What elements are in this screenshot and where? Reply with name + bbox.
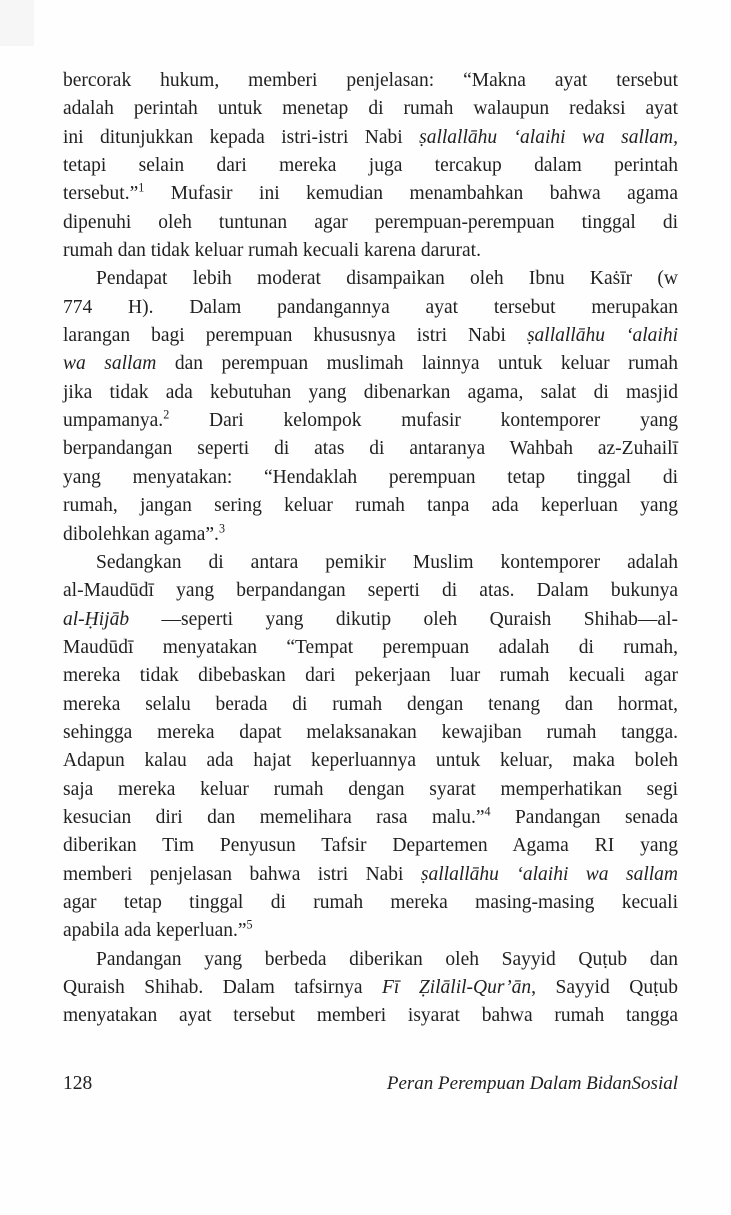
text-line xyxy=(63,691,678,719)
text-line xyxy=(63,95,678,123)
text-line xyxy=(63,747,678,775)
text-line xyxy=(63,577,678,605)
text-line xyxy=(63,124,678,152)
footnote-marker: 2 xyxy=(163,407,170,422)
text-line xyxy=(63,889,678,917)
running-title: Peran Perempuan Dalam BidanSosial xyxy=(386,1073,678,1094)
text-segment: Fī Ẓilālil-Qur’ān xyxy=(382,977,532,998)
text-line xyxy=(63,67,678,95)
text-line xyxy=(63,549,678,577)
text-block xyxy=(63,67,678,1031)
text-segment: kesucian diri dan memelihara rasa malu.” xyxy=(63,806,485,828)
text-line xyxy=(63,1002,678,1030)
text-line xyxy=(63,917,678,945)
text-segment: Maudūdī menyatakan “Tempat perempuan adalah di rumah, xyxy=(63,636,678,658)
text-line xyxy=(63,464,678,492)
paragraph xyxy=(63,67,678,265)
text-line xyxy=(63,606,678,634)
text-segment: umpamanya. xyxy=(63,410,164,432)
footnote-marker: 5 xyxy=(246,917,253,932)
text-line xyxy=(63,521,678,549)
text-segment: dibolehkan agama”. xyxy=(63,523,219,545)
text-segment: al-Maudūdī yang berpandangan seperti di atas. Dalam bukunya xyxy=(63,580,678,602)
text-segment: Sedangkan di antara pemikir Muslim kontemporer adalah xyxy=(96,551,678,573)
text-segment: larangan bagi perempuan khususnya istri Nabi xyxy=(63,325,527,347)
page-footer xyxy=(63,1073,678,1095)
paragraph xyxy=(63,946,678,1031)
text-segment: berpandangan seperti di atas di antaranya Wahbah az-Zuhailī xyxy=(63,438,678,460)
text-segment: ini ditunjukkan kepada istri-istri Nabi xyxy=(63,126,420,148)
text-segment: , Sayyid Quṭub xyxy=(531,977,678,998)
text-segment: 774 H). Dalam pandangannya ayat tersebut merupakan xyxy=(63,296,678,318)
text-segment: ṣallallāhu ‘alaihi wa sallam xyxy=(420,863,678,885)
footnote-marker: 1 xyxy=(138,180,145,195)
text-segment: saja mereka keluar rumah dengan syarat memperhatikan segi xyxy=(63,778,678,800)
text-segment: Adapun kalau ada hajat keperluannya untuk keluar, maka boleh xyxy=(63,750,678,772)
text-line xyxy=(63,634,678,662)
text-segment: adalah perintah untuk menetap di rumah walaupun redaksi ayat xyxy=(63,98,678,120)
text-segment: dan perempuan muslimah lainnya untuk keluar rumah xyxy=(156,353,678,375)
text-segment: jika tidak ada kebutuhan yang dibenarkan agama, salat di masjid xyxy=(63,381,678,403)
text-line xyxy=(63,776,678,804)
text-segment: Pandangan senada xyxy=(490,806,678,828)
footnote-marker: 3 xyxy=(218,521,225,535)
text-segment: Pandangan yang berbeda diberikan oleh Sayyid Quṭub dan xyxy=(96,948,678,970)
text-line xyxy=(63,180,678,208)
text-segment: sehingga mereka dapat melaksanakan kewajiban rumah tangga. xyxy=(63,721,678,743)
text-segment: dipenuhi oleh tuntunan agar perempuan-perempuan tinggal di xyxy=(63,211,678,233)
text-segment: Pendapat lebih moderat disampaikan oleh Ibnu Kaṡīr (w xyxy=(96,268,678,290)
text-segment: tersebut.” xyxy=(63,183,139,205)
text-line xyxy=(63,152,678,180)
text-line xyxy=(63,237,678,265)
text-segment: al-Ḥijāb xyxy=(63,608,130,630)
text-line xyxy=(63,832,678,860)
text-line xyxy=(63,662,678,690)
scan-artifact xyxy=(0,0,34,46)
text-line xyxy=(63,861,678,889)
text-line xyxy=(63,974,678,1002)
text-line xyxy=(63,379,678,407)
text-segment: rumah dan tidak keluar rumah kecuali karena darurat. xyxy=(63,240,481,262)
page-number: 128 xyxy=(63,1073,93,1094)
text-line xyxy=(63,804,678,832)
text-segment: yang menyatakan: “Hendaklah perempuan tetap tinggal di xyxy=(63,466,678,488)
text-segment: agar tetap tinggal di rumah mereka masing-masing kecuali xyxy=(63,891,678,913)
text-segment: Dari kelompok mufasir kontemporer yang xyxy=(169,410,678,432)
text-segment: ṣallallāhu ‘alaihi wa sallam, xyxy=(419,126,678,148)
text-segment: menyatakan ayat tersebut memberi isyarat bahwa rumah tangga xyxy=(63,1005,678,1027)
text-segment: tetapi selain dari mereka juga tercakup dalam perintah xyxy=(63,155,678,177)
text-segment: bercorak hukum, memberi penjelasan: “Makna ayat tersebut xyxy=(63,70,678,91)
text-line xyxy=(63,350,678,378)
text-segment: memberi penjelasan bahwa istri Nabi xyxy=(63,863,421,885)
text-line xyxy=(63,719,678,747)
text-segment: ṣallallāhu ‘alaihi xyxy=(526,325,678,347)
text-segment: wa sallam xyxy=(63,353,157,375)
text-line xyxy=(63,435,678,463)
text-line xyxy=(63,265,678,293)
text-segment: Quraish Shihab. Dalam tafsirnya xyxy=(63,977,383,998)
text-line xyxy=(63,407,678,435)
text-segment: mereka tidak dibebaskan dari pekerjaan luar rumah kecuali agar xyxy=(63,665,678,687)
text-segment: apabila ada keperluan.” xyxy=(63,920,247,942)
text-line xyxy=(63,492,678,520)
text-segment: mereka selalu berada di rumah dengan tenang dan hormat, xyxy=(63,693,678,715)
text-segment: —seperti yang dikutip oleh Quraish Shihab—al- xyxy=(129,608,678,630)
text-segment: rumah, jangan sering keluar rumah tanpa ada keperluan yang xyxy=(63,495,678,517)
text-segment: Mufasir ini kemudian menambahkan bahwa agama xyxy=(144,183,678,205)
text-line xyxy=(63,209,678,237)
text-line xyxy=(63,294,678,322)
text-line xyxy=(63,322,678,350)
footnote-marker: 4 xyxy=(484,804,491,819)
text-segment: diberikan Tim Penyusun Tafsir Departemen Agama RI yang xyxy=(63,835,678,857)
text-line xyxy=(63,946,678,974)
paragraph xyxy=(63,549,678,946)
paragraph xyxy=(63,265,678,548)
